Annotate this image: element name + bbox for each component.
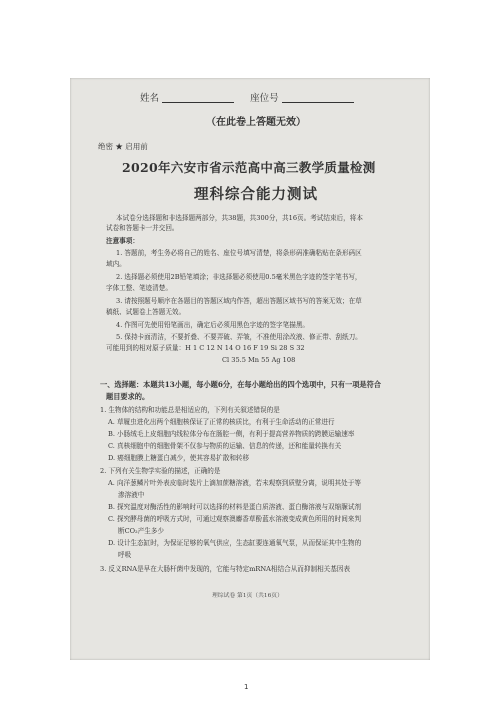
exam-title: 2020年六安市省示范高中高三教学质量检测	[122, 160, 376, 175]
exam-subtitle: 理科综合能力测试	[194, 186, 318, 203]
note-line: 3. 请按照题号顺序在各题目的答题区域内作答，超出答题区域书写的答案无效；在草	[116, 297, 362, 305]
intro-line: 试卷和答题卡一并交回。	[106, 224, 179, 232]
exam-page	[70, 78, 430, 660]
question-option: C. 探究酵母菌的呼吸方式时，可通过观察澳麝香草酚蓝水溶液变成黄色所用的时间来判	[108, 515, 361, 523]
question-option: D. 设计生态缸时，为保证足够的氧气供应，生态缸要连通氧气泵，从而保证其中生物的	[108, 539, 362, 547]
question-option: 呼吸	[118, 551, 132, 559]
page-number: 1	[244, 683, 249, 691]
name-label: 姓名	[140, 93, 160, 104]
question-option: 断CO₂产生多少	[118, 527, 165, 535]
scanned-page-photo	[70, 78, 430, 660]
question-option: A. 草履虫进化出两个细胞核保证了正常的核质比，有利于生命活动的正常进行	[108, 418, 335, 426]
question-option: B. 小肠绒毛上皮细胞内线粒体分布在肠腔一侧，有利于提高营养物质的跨膜运输速率	[108, 430, 355, 438]
note-line: 字体工整、笔迹清楚。	[106, 284, 172, 292]
question-option: D. 癌细胞膜上糖蛋白减少，使其容易扩散和转移	[108, 454, 250, 462]
question-option: C. 真核细胞中的细胞骨架不仅参与物质的运输、信息的传递，还和能量转换有关	[108, 442, 342, 450]
section-heading: 题目要求的。	[106, 392, 150, 401]
intro-line: 本试卷分选择题和非选择题两部分，共38题，共300分，共16页。考试结束后，将本	[116, 214, 363, 222]
question-stem: 1. 生物体的结构和功能总是相适应的，下列有关叙述错误的是	[100, 406, 280, 414]
secret-mark: 绝密 ★ 启用前	[98, 142, 148, 151]
notes-title: 注意事项：	[106, 237, 139, 245]
seat-label: 座位号	[250, 93, 279, 104]
note-line: 5. 保持卡面清洁，不要折叠、不要弄破、弄皱，不准使用涂改液、修正带、刮纸刀。	[116, 333, 362, 341]
question-stem: 3. 反义RNA是早在大肠杆菌中发现的，它能与特定mRNA相结合从而抑制相关基因表	[100, 565, 351, 573]
no-answer-notice: （在此卷上答题无效）	[206, 117, 306, 128]
page-footer: 理综试卷 第1页（共16页）	[212, 593, 283, 599]
name-blank	[162, 94, 234, 103]
seat-blank	[282, 94, 354, 103]
note-line: 4. 作图可先使用铅笔画出，确定后必须用黑色字迹的签字笔描黑。	[116, 321, 310, 329]
question-stem: 2. 下列有关生物学实验的描述，正确的是	[100, 467, 221, 475]
atomic-mass-line: 可能用到的相对原子质量：H 1 C 12 N 14 O 16 F 19 Si 28 S 32	[106, 344, 305, 352]
note-line: 域内。	[106, 260, 126, 268]
atomic-mass-line: Cl 35.5 Mn 55 Ag 108	[222, 356, 296, 364]
note-line: 2. 选择题必须使用2B铅笔填涂；非选择题必须使用0.5毫米黑色字迹的签字笔书写，	[116, 273, 362, 281]
question-option: B. 探究温度对酶活性的影响时可以选择的材料是蛋白质溶液、蛋白酶溶液与双缩脲试剂	[108, 503, 362, 511]
question-option: 渗溶液中	[118, 491, 145, 499]
question-option: A. 向洋葱鳞片叶外表皮临时装片上滴加蔗糖溶液，若未观察到质壁分离，说明其处于等	[108, 479, 361, 487]
note-line: 稿纸、试题卷上答题无效。	[106, 308, 186, 316]
section-heading: 一、选择题：本题共13小题，每小题6分，在每小题给出的四个选项中，只有一项是符合	[100, 380, 381, 389]
note-line: 1. 答题前，考生务必将自己的姓名、座位号填写清楚，将条形码准确粘贴在条形码区	[116, 249, 362, 257]
name-field	[140, 94, 354, 103]
